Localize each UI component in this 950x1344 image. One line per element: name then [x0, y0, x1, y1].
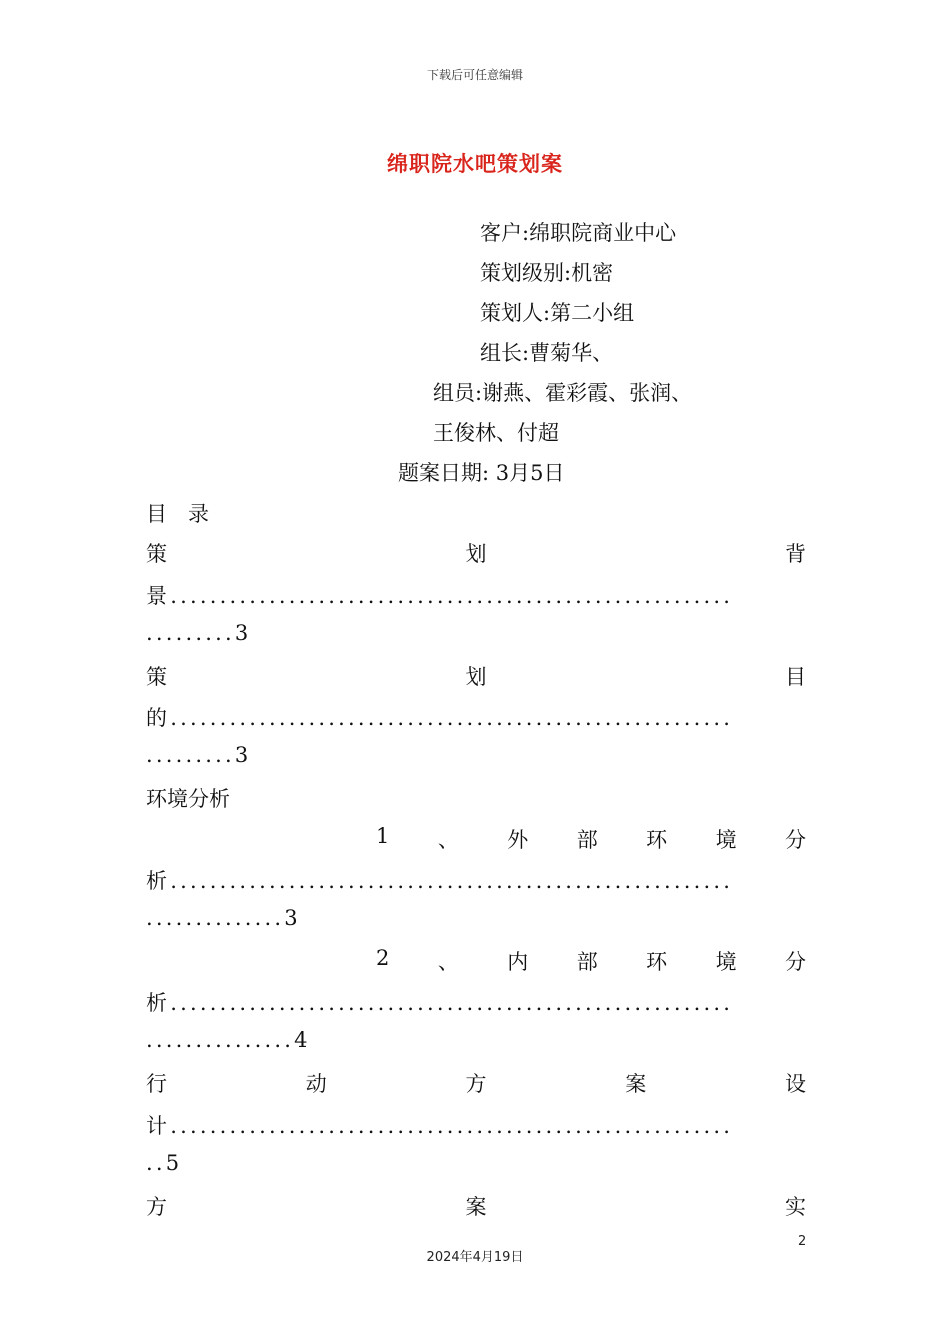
level-line: 策划级别:机密 [480, 261, 614, 285]
toc-entry-background-page: .........3 [146, 621, 252, 645]
members-line-1: 组员:谢燕、霍彩霞、张润、 [433, 381, 693, 405]
toc-entry-purpose: 策 划 目 [146, 665, 806, 689]
toc-entry-background-dots: 景......................................................... [146, 584, 734, 608]
toc-entry-internal-dots: 析......................................................... [146, 991, 734, 1015]
toc-entry-external: 1 、 外 部 环 境 分 [376, 824, 806, 852]
members-line-2: 王俊林、付超 [433, 421, 559, 445]
page-header: 下载后可任意编辑 [426, 68, 523, 82]
toc-entry-external-page: ..............3 [146, 906, 301, 930]
document-title: 绵职院水吧策划案 [387, 151, 563, 176]
toc-entry-purpose-page: .........3 [146, 743, 252, 767]
toc-entry-implementation: 方 案 实 [146, 1195, 806, 1219]
toc-entry-action-plan: 行 动 方 案 设 [146, 1072, 806, 1096]
date-line: 题案日期: 3月5日 [398, 461, 565, 485]
page-number: 2 [798, 1234, 807, 1249]
footer-date: 2024年4月19日 [426, 1250, 524, 1265]
toc-entry-environment: 环境分析 [146, 787, 230, 811]
toc-entry-internal: 2 、 内 部 环 境 分 [376, 946, 806, 974]
planner-line: 策划人:第二小组 [480, 301, 635, 325]
toc-entry-external-dots: 析......................................................... [146, 869, 734, 893]
toc-entry-action-plan-page: ..5 [146, 1151, 183, 1175]
toc-entry-internal-page: ...............4 [146, 1028, 311, 1052]
toc-entry-purpose-dots: 的......................................................... [146, 706, 734, 730]
toc-entry-action-plan-dots: 计......................................................... [146, 1114, 734, 1138]
toc-heading: 目 录 [146, 502, 209, 526]
toc-entry-background: 策 划 背 [146, 542, 806, 566]
client-line: 客户:绵职院商业中心 [480, 221, 677, 245]
leader-line: 组长:曹菊华、 [480, 341, 614, 365]
